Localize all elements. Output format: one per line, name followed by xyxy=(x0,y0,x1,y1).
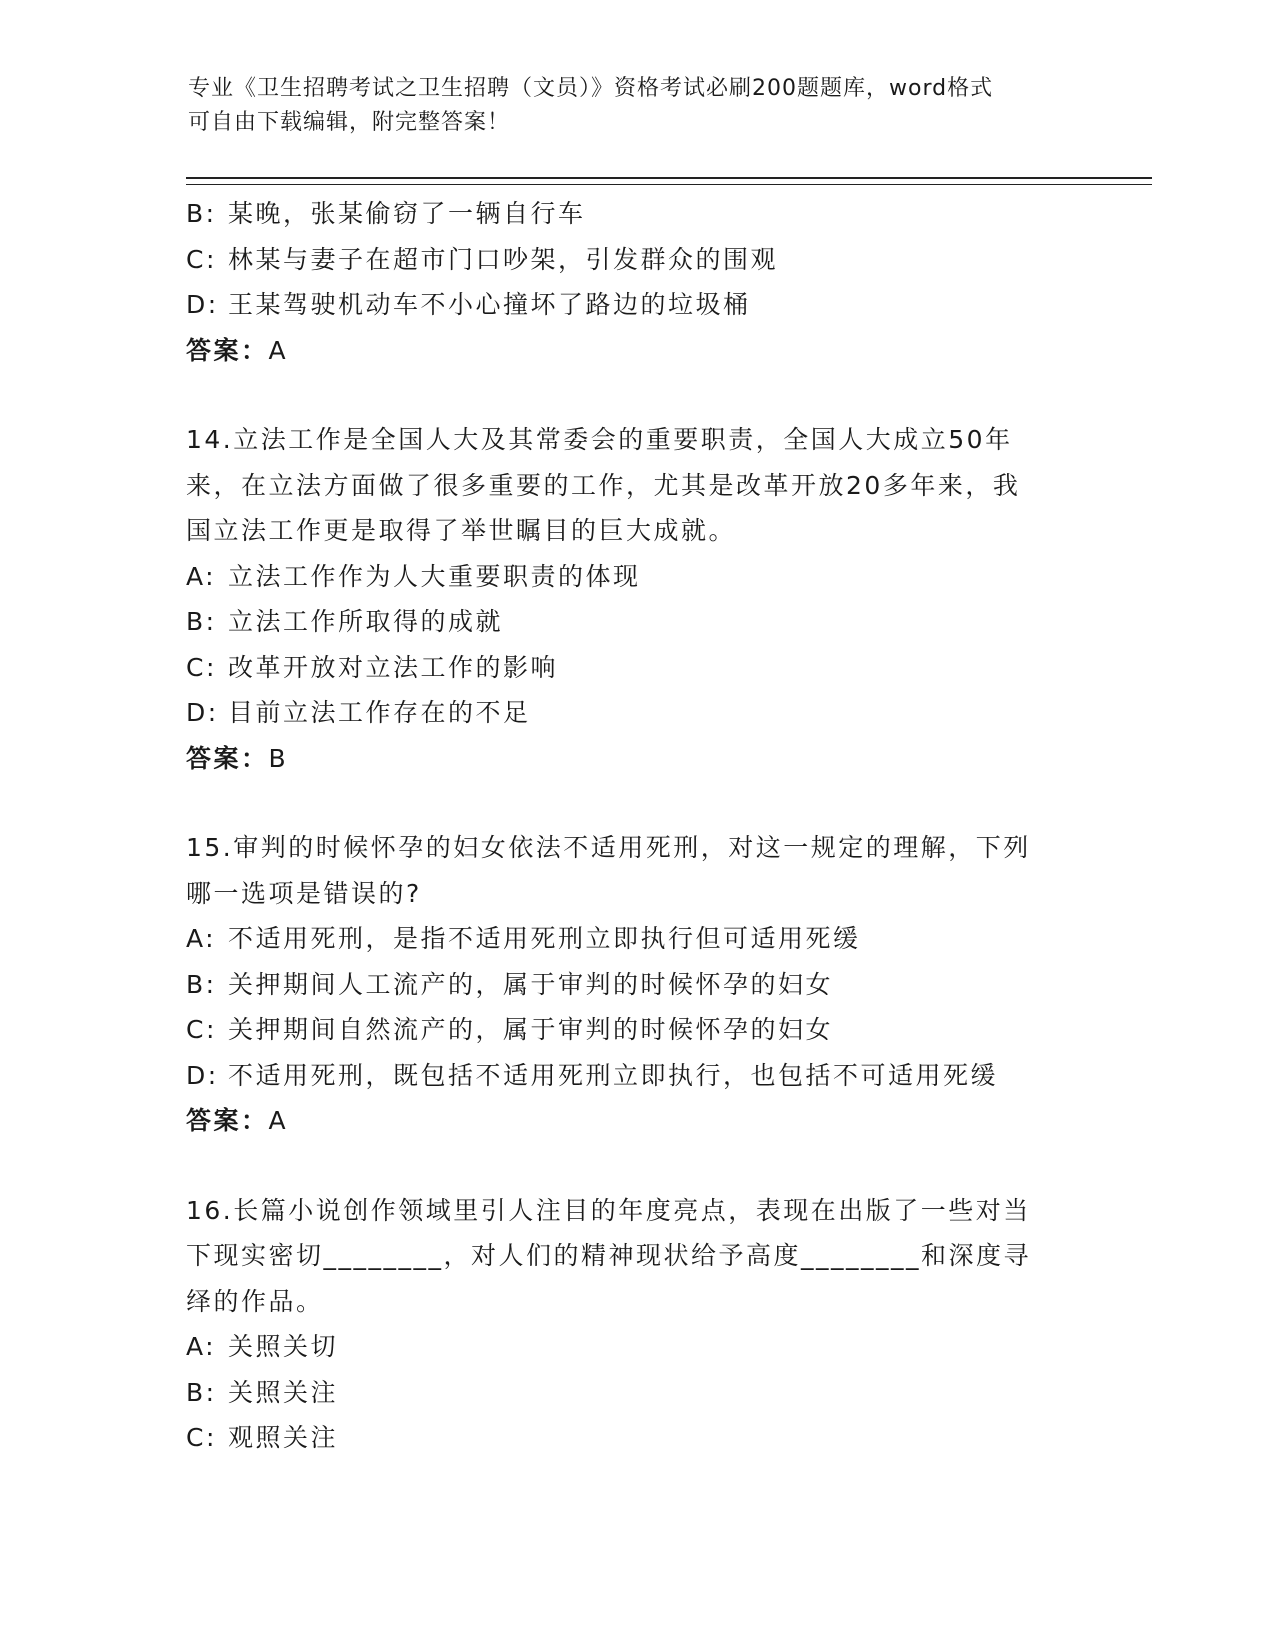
answer-line xyxy=(186,328,1086,374)
question-stem-line: 16.长篇小说创作领域里引人注目的年度亮点，表现在出版了一些对当 xyxy=(186,1195,1031,1225)
question-stem-line: 15.审判的时候怀孕的妇女依法不适用死刑，对这一规定的理解，下列 xyxy=(186,833,1031,862)
question-16 xyxy=(186,1188,1086,1461)
header-title-line-2: 可自由下载编辑，附完整答案！ xyxy=(188,110,511,135)
answer-label: 答案： xyxy=(186,335,269,365)
option-text: 目前立法工作存在的不足 xyxy=(228,698,531,727)
question-stem-line: 哪一选项是错误的? xyxy=(186,878,422,908)
option-key: D: xyxy=(186,1060,219,1090)
option-d xyxy=(186,690,1086,736)
option-key: C: xyxy=(186,1423,217,1452)
option-key: B: xyxy=(186,969,217,999)
option-key: D: xyxy=(186,698,219,727)
answer-line xyxy=(186,1098,1086,1144)
option-c xyxy=(186,645,1086,691)
answer-value: A xyxy=(268,1106,289,1135)
answer-label: 答案： xyxy=(186,1106,269,1135)
option-b xyxy=(186,191,1086,237)
option-text: 立法工作所取得的成就 xyxy=(228,607,504,636)
option-b xyxy=(186,599,1086,645)
option-key: B: xyxy=(186,607,217,636)
option-text: 关照关切 xyxy=(228,1332,339,1361)
option-key: A: xyxy=(186,1332,217,1361)
option-text: 王某驾驶机动车不小心撞坏了路边的垃圾桶 xyxy=(228,290,751,319)
option-c xyxy=(186,1007,1086,1053)
answer-value: A xyxy=(268,335,289,365)
option-text: 改革开放对立法工作的影响 xyxy=(228,652,559,682)
option-b xyxy=(186,962,1086,1008)
option-c xyxy=(186,237,1086,283)
header-divider xyxy=(186,177,1152,185)
option-text: 观照关注 xyxy=(228,1423,339,1452)
option-key: C: xyxy=(186,1015,217,1044)
option-text: 不适用死刑，既包括不适用死刑立即执行，也包括不可适用死缓 xyxy=(228,1060,999,1090)
option-a xyxy=(186,916,1086,962)
option-text: 关押期间人工流产的，属于审判的时候怀孕的妇女 xyxy=(228,969,834,999)
header-title-line-1: 专业《卫生招聘考试之卫生招聘（文员）》资格考试必刷200题题库，word格式 xyxy=(188,76,994,101)
option-a xyxy=(186,1324,1086,1370)
answer-value: B xyxy=(268,743,289,773)
option-text: 关押期间自然流产的，属于审判的时候怀孕的妇女 xyxy=(228,1015,834,1044)
option-text: 关照关注 xyxy=(228,1377,339,1407)
question-15 xyxy=(186,825,1086,1144)
question-stem-line: 绎的作品。 xyxy=(186,1286,324,1316)
option-key: B: xyxy=(186,1377,217,1407)
option-key: A: xyxy=(186,924,217,953)
option-b xyxy=(186,1370,1086,1416)
option-key: C: xyxy=(186,244,217,274)
question-stem-line: 来，在立法方面做了很多重要的工作，尤其是改革开放20多年来，我 xyxy=(186,470,1021,500)
question-14 xyxy=(186,417,1086,781)
answer-line xyxy=(186,736,1086,782)
spacer xyxy=(186,373,1086,417)
option-text: 某晚，张某偷窃了一辆自行车 xyxy=(228,199,586,228)
question-list xyxy=(186,191,1086,1461)
option-key: C: xyxy=(186,652,217,682)
option-d xyxy=(186,1053,1086,1099)
option-text: 不适用死刑，是指不适用死刑立即执行但可适用死缓 xyxy=(228,924,861,953)
option-c xyxy=(186,1415,1086,1461)
spacer xyxy=(186,781,1086,825)
document-header xyxy=(188,72,1068,140)
option-key: A: xyxy=(186,561,217,591)
question-stem-line: 国立法工作更是取得了举世瞩目的巨大成就。 xyxy=(186,516,737,545)
question-13 xyxy=(186,191,1086,373)
option-text: 立法工作作为人大重要职责的体现 xyxy=(228,561,641,591)
answer-label: 答案： xyxy=(186,743,269,773)
option-d xyxy=(186,282,1086,328)
spacer xyxy=(186,1144,1086,1188)
option-key: B: xyxy=(186,199,217,228)
option-a xyxy=(186,554,1086,600)
option-text: 林某与妻子在超市门口吵架，引发群众的围观 xyxy=(228,244,779,274)
question-stem-line: 14.立法工作是全国人大及其常委会的重要职责，全国人大成立50年 xyxy=(186,425,1013,454)
option-key: D: xyxy=(186,290,219,319)
question-stem-line: 下现实密切________，对人们的精神现状给予高度________和深度寻 xyxy=(186,1241,1032,1270)
